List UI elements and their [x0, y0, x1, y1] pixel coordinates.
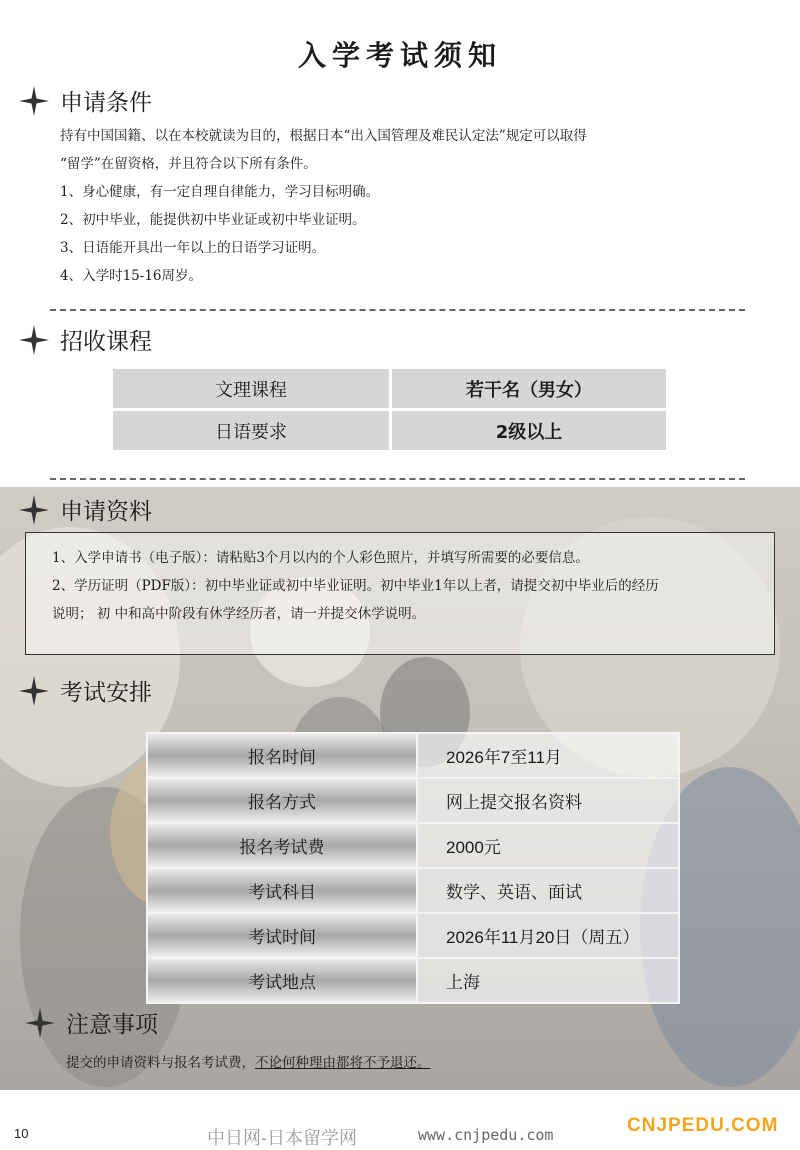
condition-item: 4、入学时15-16周岁。	[60, 268, 203, 284]
table-cell-value: 2级以上	[392, 411, 666, 450]
divider	[50, 478, 745, 480]
table-row	[147, 823, 679, 868]
four-point-star-icon	[18, 675, 50, 707]
table-cell-label: 报名时间	[147, 733, 417, 778]
table-cell-value: 数学、英语、面试	[417, 868, 679, 913]
section-heading-exam	[18, 674, 152, 707]
section-heading-materials	[18, 493, 152, 526]
table-cell-label: 日语要求	[113, 411, 389, 450]
table-cell-value: 2000元	[417, 823, 679, 868]
table-cell-value: 上海	[417, 958, 679, 1003]
four-point-star-icon	[18, 85, 50, 117]
table-row	[113, 411, 666, 450]
four-point-star-icon	[18, 494, 50, 526]
table-row	[147, 733, 679, 778]
table-cell-value: 网上提交报名资料	[417, 778, 679, 823]
page-title: 入学考试须知	[297, 39, 502, 72]
page-number: 10	[14, 1126, 29, 1141]
condition-item: 1、身心健康，有一定自理自律能力，学习目标明确。	[60, 184, 380, 200]
section-title: 考试安排	[60, 680, 152, 706]
four-point-star-icon	[18, 324, 50, 356]
table-cell-label: 考试科目	[147, 868, 417, 913]
material-line: 说明； 初 中和高中阶段有休学经历者，请一并提交休学说明。	[52, 606, 426, 622]
table-cell-value: 2026年7至11月	[417, 733, 679, 778]
section-heading-courses	[18, 323, 152, 356]
table-cell-label: 考试地点	[147, 958, 417, 1003]
table-row	[147, 778, 679, 823]
conditions-intro	[60, 122, 760, 290]
table-row	[147, 868, 679, 913]
table-cell-value: 2026年11月20日（周五）	[417, 913, 679, 958]
footer-site-name: 中日网-日本留学网	[207, 1128, 357, 1148]
courses-table	[110, 366, 669, 453]
brand-logo: CNJPEDU.COM	[627, 1115, 779, 1136]
four-point-star-icon	[24, 1007, 56, 1039]
notes-text	[66, 1049, 431, 1077]
table-row	[147, 913, 679, 958]
section-title: 招收课程	[60, 329, 152, 355]
table-row	[147, 958, 679, 1003]
condition-item: 2、初中毕业，能提供初中毕业证或初中毕业证明。	[60, 212, 366, 228]
exam-schedule-table	[146, 732, 680, 1004]
table-cell-label: 文理课程	[113, 369, 389, 408]
materials-text	[52, 544, 772, 628]
divider	[50, 309, 745, 311]
table-cell-label: 考试时间	[147, 913, 417, 958]
section-heading-notes	[24, 1006, 158, 1039]
notes-plain: 提交的申请资料与报名考试费，	[66, 1055, 255, 1071]
table-cell-label: 报名方式	[147, 778, 417, 823]
table-row	[113, 369, 666, 408]
section-title: 申请资料	[60, 499, 152, 525]
section-heading-conditions	[18, 84, 152, 117]
table-cell-value: 若干名（男女）	[392, 369, 666, 408]
section-title: 注意事项	[66, 1012, 158, 1038]
section-title: 申请条件	[60, 90, 152, 116]
table-cell-label: 报名考试费	[147, 823, 417, 868]
material-line: 2、学历证明（PDF版）：初中毕业证或初中毕业证明。初中毕业1年以上者，请提交初中毕业后的经历	[52, 578, 659, 594]
footer-url: www.cnjpedu.com	[418, 1126, 554, 1144]
condition-item: 3、日语能开具出一年以上的日语学习证明。	[60, 240, 326, 256]
intro-line: 持有中国国籍、以在本校就读为目的，根据日本“出入国管理及难民认定法”规定可以取得	[60, 128, 587, 144]
material-line: 1、入学申请书（电子版）：请粘贴3个月以内的个人彩色照片，并填写所需要的必要信息。	[52, 550, 589, 566]
intro-line: “留学”在留资格，并且符合以下所有条件。	[60, 156, 317, 172]
notes-underlined: 不论何种理由都将不予退还。	[255, 1055, 431, 1071]
